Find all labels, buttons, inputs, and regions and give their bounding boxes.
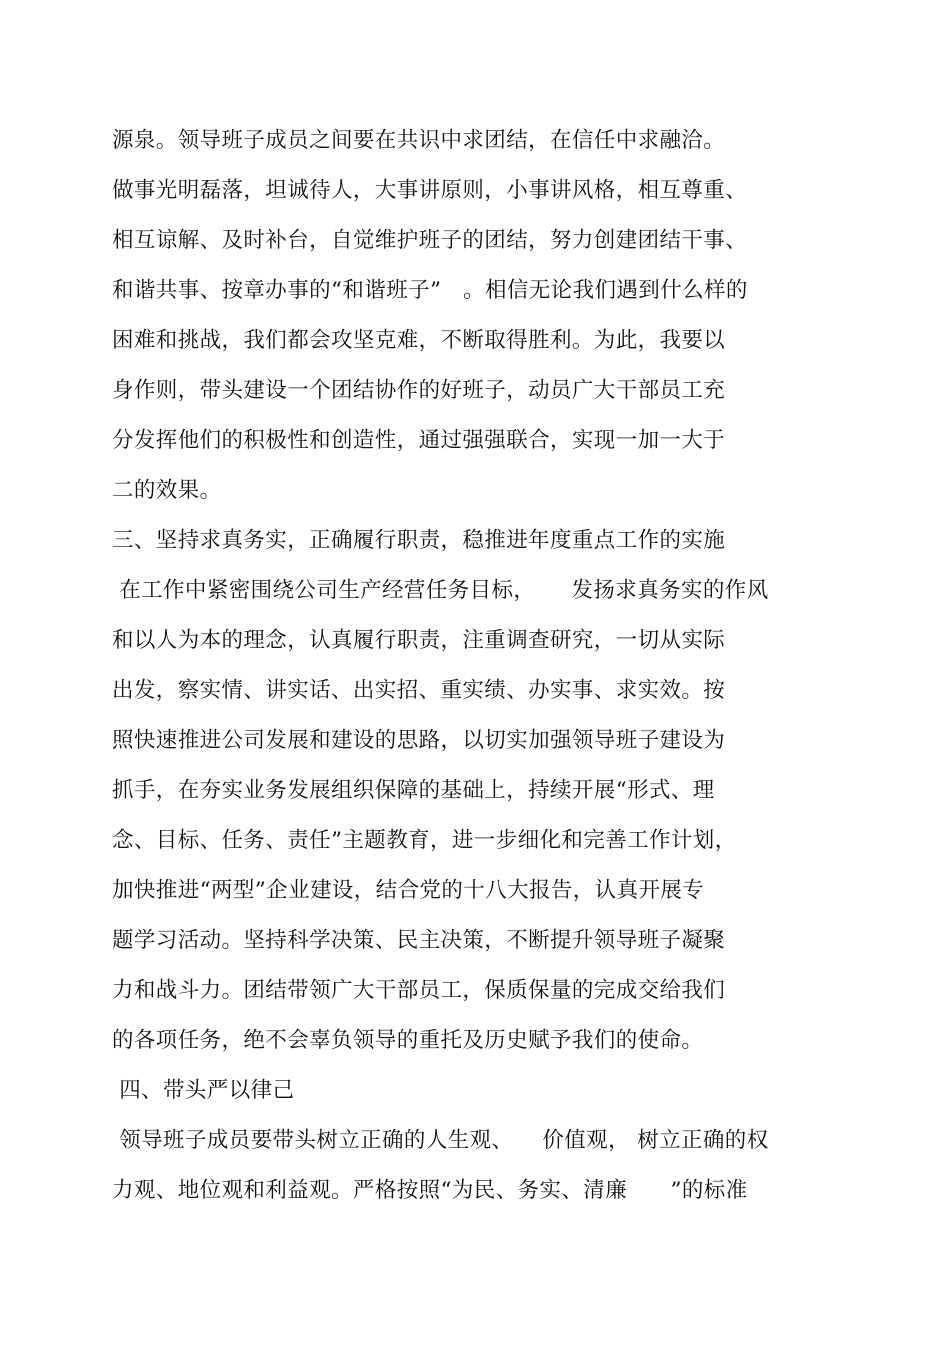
text-line: 出发，察实情、讲实话、出实招、重实绩、办实事、求实效。按 [112, 678, 726, 703]
text-line: 念、目标、任务、责任”主题教育，进一步细化和完善工作计划， [112, 828, 737, 853]
text-line: 和谐共事、按章办事的“和谐班子” 。相信无论我们遇到什么样的 [112, 278, 748, 303]
text-line: 照快速推进公司发展和建设的思路，以切实加强领导班子建设为 [112, 728, 726, 753]
text-line: 抓手，在夯实业务发展组织保障的基础上，持续开展“形式、理 [112, 778, 715, 803]
text-line: 困难和挑战，我们都会攻坚克难，不断取得胜利。为此，我要以 [112, 328, 726, 353]
text-line: 领导班子成员要带头树立正确的人生观、 价值观， 树立正确的权 [112, 1128, 769, 1153]
text-line: 题学习活动。坚持科学决策、民主决策，不断提升领导班子凝聚 [112, 928, 726, 953]
text-line: 分发挥他们的积极性和创造性，通过强强联合，实现一加一大于 [112, 428, 726, 453]
text-line: 源泉。领导班子成员之间要在共识中求团结，在信任中求融洽。 [112, 128, 726, 153]
section-heading: 三、坚持求真务实，正确履行职责，稳推进年度重点工作的实施 [112, 528, 726, 553]
text-line: 二的效果。 [112, 478, 222, 503]
section-heading: 四、带头严以律己 [112, 1078, 295, 1103]
text-line: 力观、地位观和利益观。严格按照“为民、务实、清廉 ”的标准 [112, 1178, 748, 1203]
text-line: 在工作中紧密围绕公司生产经营任务目标， 发扬求真务实的作风 [112, 578, 769, 603]
text-line: 加快推进“两型”企业建设，结合党的十八大报告，认真开展专 [112, 878, 705, 903]
text-line: 力和战斗力。团结带领广大干部员工，保质保量的完成交给我们 [112, 978, 726, 1003]
text-line: 和以人为本的理念，认真履行职责，注重调查研究，一切从实际 [112, 628, 726, 653]
text-line: 的各项任务，绝不会辜负领导的重托及历史赋予我们的使命。 [112, 1028, 704, 1053]
text-line: 做事光明磊落，坦诚待人，大事讲原则，小事讲风格，相互尊重、 [112, 178, 748, 203]
text-line: 相互谅解、及时补台，自觉维护班子的团结，努力创建团结干事、 [112, 228, 748, 253]
text-line: 身作则，带头建设一个团结协作的好班子，动员广大干部员工充 [112, 378, 726, 403]
